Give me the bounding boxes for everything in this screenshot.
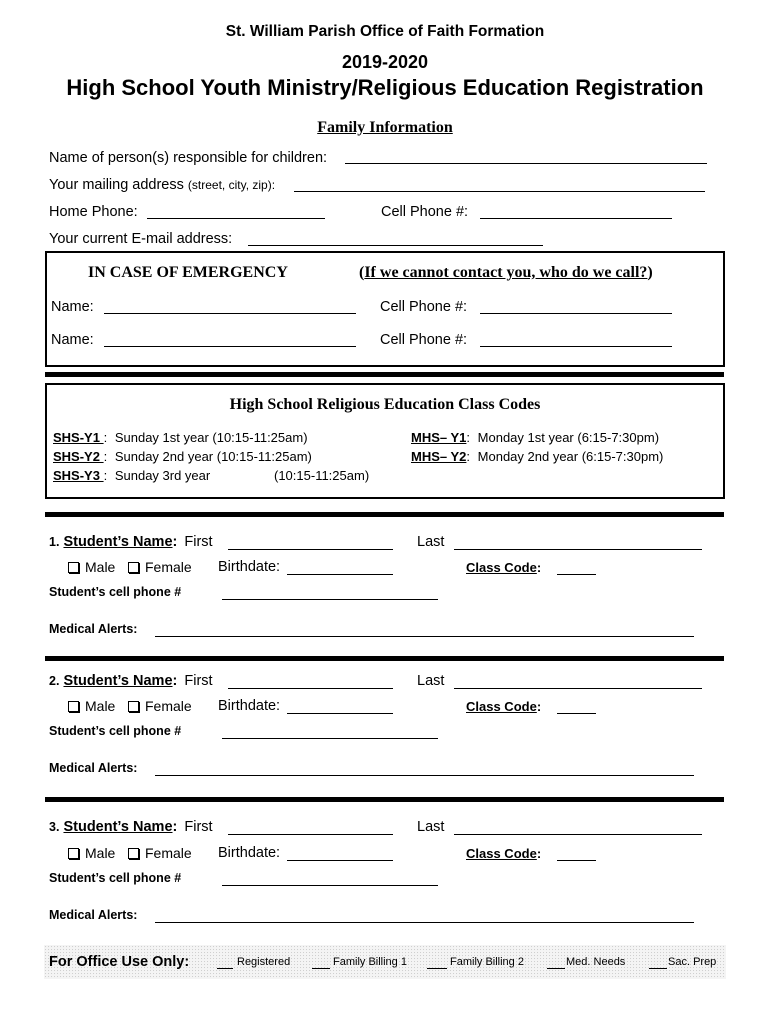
first-label: First [184, 534, 213, 550]
female-label: Female [145, 559, 192, 575]
divider-bar [45, 656, 724, 661]
office-blank[interactable] [217, 968, 233, 969]
address-label: Your mailing address [49, 177, 184, 193]
divider-bar [45, 512, 724, 517]
emergency-name-label-1: Name: [51, 299, 94, 315]
office-blank[interactable] [312, 968, 330, 969]
student-name-colon: : [172, 673, 178, 689]
student-cell-label: Student’s cell phone # [49, 871, 182, 885]
student-name-colon: : [172, 819, 178, 835]
code-desc: Sunday 2nd year (10:15-11:25am) [114, 449, 312, 464]
student-number: 1. [49, 535, 60, 549]
student-name-label: Student’s Name [63, 819, 173, 835]
last-label: Last [417, 819, 445, 835]
birthdate-label: Birthdate: [218, 845, 281, 861]
emergency-cell-label-2: Cell Phone #: [380, 332, 468, 348]
office-blank[interactable] [427, 968, 447, 969]
class-code-shs-y1 [53, 430, 308, 445]
class-code-row [466, 699, 541, 714]
address-hint: (street, city, zip): [187, 178, 276, 192]
female-label: Female [145, 845, 192, 861]
emergency-cell-field-1[interactable] [480, 313, 672, 314]
medical-alerts-label: Medical Alerts: [49, 908, 138, 922]
emergency-subheading-row [359, 264, 653, 282]
code-label: SHS-Y3 [53, 468, 104, 483]
class-code-label: Class Code [466, 699, 537, 714]
last-name-field[interactable] [454, 834, 702, 835]
code-desc: Monday 1st year (6:15-7:30pm) [477, 430, 660, 445]
page-title: High School Youth Ministry/Religious Education Registration [66, 75, 704, 100]
first-name-field[interactable] [228, 549, 393, 550]
class-code-shs-y2 [53, 449, 312, 464]
class-code-mhs-y2 [411, 449, 663, 464]
divider-bar [45, 372, 724, 377]
male-label: Male [85, 559, 116, 575]
student-name-colon: : [172, 534, 178, 550]
medical-alerts-label: Medical Alerts: [49, 761, 138, 775]
class-code-label: Class Code [466, 560, 537, 575]
student-name-row [49, 819, 213, 835]
office-family-billing-2: Family Billing 2 [450, 956, 524, 968]
checkbox-icon[interactable] [68, 562, 79, 573]
class-code-field[interactable] [557, 574, 596, 575]
first-name-field[interactable] [228, 688, 393, 689]
student-cell-field[interactable] [222, 738, 438, 739]
emergency-name-field-2[interactable] [104, 346, 356, 347]
male-option[interactable] [68, 698, 115, 714]
medical-alerts-field[interactable] [155, 922, 694, 923]
birthdate-field[interactable] [287, 713, 393, 714]
code-label: SHS-Y1 [53, 430, 104, 445]
class-code-shs-y3 [53, 468, 210, 483]
emergency-cell-label-1: Cell Phone #: [380, 299, 468, 315]
home-phone-label: Home Phone: [49, 204, 138, 220]
medical-alerts-label: Medical Alerts: [49, 622, 138, 636]
birthdate-field[interactable] [287, 574, 393, 575]
checkbox-icon[interactable] [68, 701, 79, 712]
student-name-row [49, 673, 213, 689]
responsible-field[interactable] [345, 163, 707, 164]
office-blank[interactable] [649, 968, 667, 969]
female-option[interactable] [128, 559, 192, 575]
paren-close: ) [647, 264, 653, 281]
checkbox-icon[interactable] [128, 701, 139, 712]
class-code-colon: : [536, 699, 542, 714]
office-registered: Registered [237, 956, 291, 968]
birthdate-field[interactable] [287, 860, 393, 861]
class-code-row [466, 846, 541, 861]
class-code-mhs-y1 [411, 430, 659, 445]
code-sep: : [466, 430, 471, 445]
checkbox-icon[interactable] [128, 848, 139, 859]
male-label: Male [85, 845, 116, 861]
checkbox-icon[interactable] [68, 848, 79, 859]
class-code-colon: : [536, 846, 542, 861]
male-label: Male [85, 698, 116, 714]
student-number: 3. [49, 820, 60, 834]
address-field[interactable] [294, 191, 705, 192]
student-name-label: Student’s Name [63, 673, 173, 689]
student-cell-label: Student’s cell phone # [49, 585, 182, 599]
email-label: Your current E-mail address: [49, 231, 233, 247]
medical-alerts-field[interactable] [155, 636, 694, 637]
female-option[interactable] [128, 845, 192, 861]
last-label: Last [417, 673, 445, 689]
class-code-shs-y3-time: (10:15-11:25am) [274, 468, 370, 483]
student-cell-field[interactable] [222, 885, 438, 886]
code-label: MHS– Y2 [411, 449, 467, 464]
code-sep: : [466, 449, 471, 464]
female-label: Female [145, 698, 192, 714]
checkbox-icon[interactable] [128, 562, 139, 573]
student-name-label: Student’s Name [63, 534, 173, 550]
code-desc: Sunday 3rd year [114, 468, 211, 483]
family-cell-phone-label: Cell Phone #: [381, 204, 469, 220]
last-name-field[interactable] [454, 549, 702, 550]
paren-open: ( [359, 264, 365, 281]
emergency-heading: IN CASE OF EMERGENCY [88, 264, 288, 281]
female-option[interactable] [128, 698, 192, 714]
code-desc: Monday 2nd year (6:15-7:30pm) [477, 449, 664, 464]
student-name-row [49, 534, 213, 550]
first-name-field[interactable] [228, 834, 393, 835]
home-phone-field[interactable] [147, 218, 325, 219]
emergency-subheading: If we cannot contact you, who do we call? [364, 264, 648, 281]
code-label: SHS-Y2 [53, 449, 104, 464]
class-codes-heading: High School Religious Education Class Codes [229, 396, 541, 413]
class-code-label: Class Code [466, 846, 537, 861]
code-sep: : [103, 468, 108, 483]
email-field[interactable] [248, 245, 543, 246]
student-number: 2. [49, 674, 60, 688]
code-sep: : [103, 430, 108, 445]
school-year: 2019-2020 [341, 52, 429, 72]
office-family-billing-1: Family Billing 1 [333, 956, 407, 968]
class-code-colon: : [536, 560, 542, 575]
emergency-name-field-1[interactable] [104, 313, 356, 314]
male-option[interactable] [68, 845, 115, 861]
code-sep: : [103, 449, 108, 464]
birthdate-label: Birthdate: [218, 698, 281, 714]
code-label: MHS– Y1 [411, 430, 467, 445]
code-desc: Sunday 1st year (10:15-11:25am) [114, 430, 308, 445]
student-cell-field[interactable] [222, 599, 438, 600]
medical-alerts-field[interactable] [155, 775, 694, 776]
male-option[interactable] [68, 559, 115, 575]
birthdate-label: Birthdate: [218, 559, 281, 575]
family-info-heading: Family Information [317, 119, 453, 136]
class-code-field[interactable] [557, 860, 596, 861]
emergency-cell-field-2[interactable] [480, 346, 672, 347]
responsible-label: Name of person(s) responsible for children: [49, 150, 328, 166]
office-sac-prep: Sac. Prep [668, 956, 717, 968]
office-blank[interactable] [547, 968, 565, 969]
emergency-name-label-2: Name: [51, 332, 94, 348]
class-code-field[interactable] [557, 713, 596, 714]
class-code-row [466, 560, 541, 575]
last-label: Last [417, 534, 445, 550]
last-name-field[interactable] [454, 688, 702, 689]
divider-bar [45, 797, 724, 802]
office-med-needs: Med. Needs [566, 956, 626, 968]
first-label: First [184, 819, 213, 835]
office-use-label: For Office Use Only: [49, 954, 190, 970]
student-cell-label: Student’s cell phone # [49, 724, 182, 738]
family-cell-phone-field[interactable] [480, 218, 672, 219]
address-label-row [49, 177, 275, 193]
first-label: First [184, 673, 213, 689]
parish-heading: St. William Parish Office of Faith Formation [225, 23, 545, 40]
